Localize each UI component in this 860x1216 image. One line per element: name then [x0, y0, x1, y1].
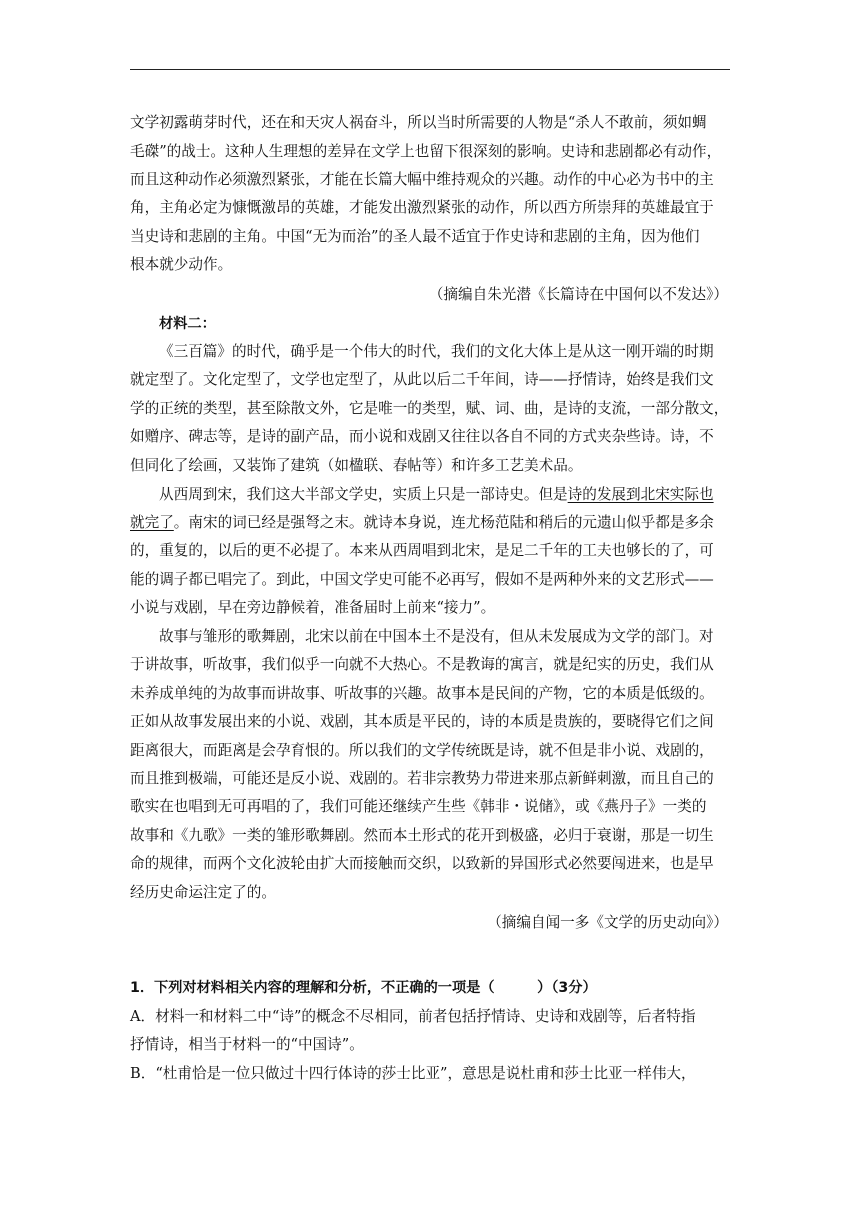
- text-line: 就定型了。文化定型了，文学也定型了，从此以后二千年间，诗——抒情诗，始终是我们文: [130, 371, 714, 388]
- source-citation: （摘编自闻一多《文学的历史动向》）: [487, 914, 728, 931]
- text-line: 正如从故事发展出来的小说、戏剧，其本质是平民的，诗的本质是贵族的，要晓得它们之间: [130, 713, 714, 730]
- text-line: 未养成单纯的为故事而讲故事、听故事的兴趣。故事本是民间的产物，它的本质是低级的。: [130, 685, 714, 702]
- text-line: 学的正统的类型，甚至除散文外，它是唯一的类型，赋、词、曲，是诗的支流，一部分散文，: [130, 400, 729, 417]
- underlined-text: 就完了: [130, 514, 174, 531]
- text-line: 根本就少动作。: [130, 256, 233, 273]
- underlined-text: 诗的发展到北宋实际也: [567, 486, 714, 503]
- text-line: 而且这种动作必须激烈紧张，才能在长篇大幅中维持观众的兴趣。动作的中心必为书中的主: [130, 171, 714, 188]
- text-line: 歌实在也唱到无可再唱的了，我们可能还继续产生些《韩非・说储》，或《燕丹子》一类的: [130, 798, 707, 815]
- text-line: 的，重复的，以后的更不必提了。本来从西周唱到北宋，是足二千年的工夫也够长的了，可: [130, 542, 714, 559]
- text-line: 如赠序、碑志等，是诗的副产品，而小说和戏剧又往往以各自不同的方式夹杂些诗。诗，不: [130, 428, 714, 445]
- text-span: 。南宋的词已经是强弩之末。就诗本身说，连尤杨范陆和稍后的元遗山似乎都是多余: [173, 514, 714, 531]
- option-a: A．材料一和材料二中“诗”的概念不尽相同，前者包括抒情诗、史诗和戏剧等，后者特指: [130, 1008, 696, 1025]
- text-line: 而且推到极端，可能还是反小说、戏剧的。若非宗教势力带进来那点新鲜刺激，而且自己的: [130, 770, 714, 787]
- section-heading: 材料二：: [159, 316, 216, 332]
- option-b: B．“杜甫恰是一位只做过十四行体诗的莎士比亚”，意思是说杜甫和莎士比亚一样伟大，: [130, 1065, 696, 1082]
- text-line: 但同化了绘画，又装饰了建筑（如楹联、春帖等）和许多工艺美术品。: [130, 457, 583, 474]
- text-line: [159, 485, 714, 505]
- text-line: 抒情诗，相当于材料一的“中国诗”。: [130, 1036, 364, 1053]
- text-line: 《三百篇》的时代，确乎是一个伟大的时代，我们的文化大体上是从这一刚开端的时期: [159, 343, 714, 360]
- text-line: 能的调子都已唱完了。到此，中国文学史可能不必再写，假如不是两种外来的文艺形式——: [130, 571, 714, 588]
- text-line: 故事与雏形的歌舞剧，北宋以前在中国本土不是没有，但从未发展成为文学的部门。对: [159, 628, 714, 645]
- source-citation: （摘编自朱光潜《长篇诗在中国何以不发达》）: [428, 286, 728, 303]
- text-line: 命的规律，而两个文化波轮由扩大而接触而交织，以致新的异国形式必然要闯进来，也是早: [130, 855, 714, 872]
- text-line: 小说与戏剧，早在旁边静候着，准备届时上前来“接力”。: [130, 599, 496, 616]
- text-line: 于讲故事，听故事，我们似乎一向就不大热心。不是教诲的寓言，就是纪实的历史，我们从: [130, 656, 714, 673]
- text-line: 经历史命运注定了的。: [130, 884, 276, 901]
- text-line: 角，主角必定为慷慨激昂的英雄，才能发出激烈紧张的动作，所以西方所崇拜的英雄最宜于: [130, 199, 714, 216]
- text-line: [130, 513, 714, 533]
- text-span: 从西周到宋，我们这大半部文学史，实质上只是一部诗史。但是: [159, 486, 568, 503]
- header-rule: [130, 69, 730, 70]
- text-line: 当史诗和悲剧的主角。中国“无为而治”的圣人最不适宜于作史诗和悲剧的主角，因为他们: [130, 228, 700, 245]
- question-stem: 1．下列对材料相关内容的理解和分析，不正确的一项是（ ）（3分）: [130, 980, 597, 996]
- text-line: 距离很大，而距离是会孕育恨的。所以我们的文学传统既是诗，就不但是非小说、戏剧的，: [130, 742, 714, 759]
- text-line: 文学初露萌芽时代，还在和天灾人祸奋斗，所以当时所需要的人物是“杀人不敢前，须如蜩: [130, 114, 707, 131]
- text-line: 毛磔”的战士。这种人生理想的差异在文学上也留下很深刻的影响。史诗和悲剧都必有动作，: [130, 143, 722, 160]
- text-line: 故事和《九歌》一类的雏形歌舞剧。然而本土形式的花开到极盛，必归于衰谢，那是一切生: [130, 827, 714, 844]
